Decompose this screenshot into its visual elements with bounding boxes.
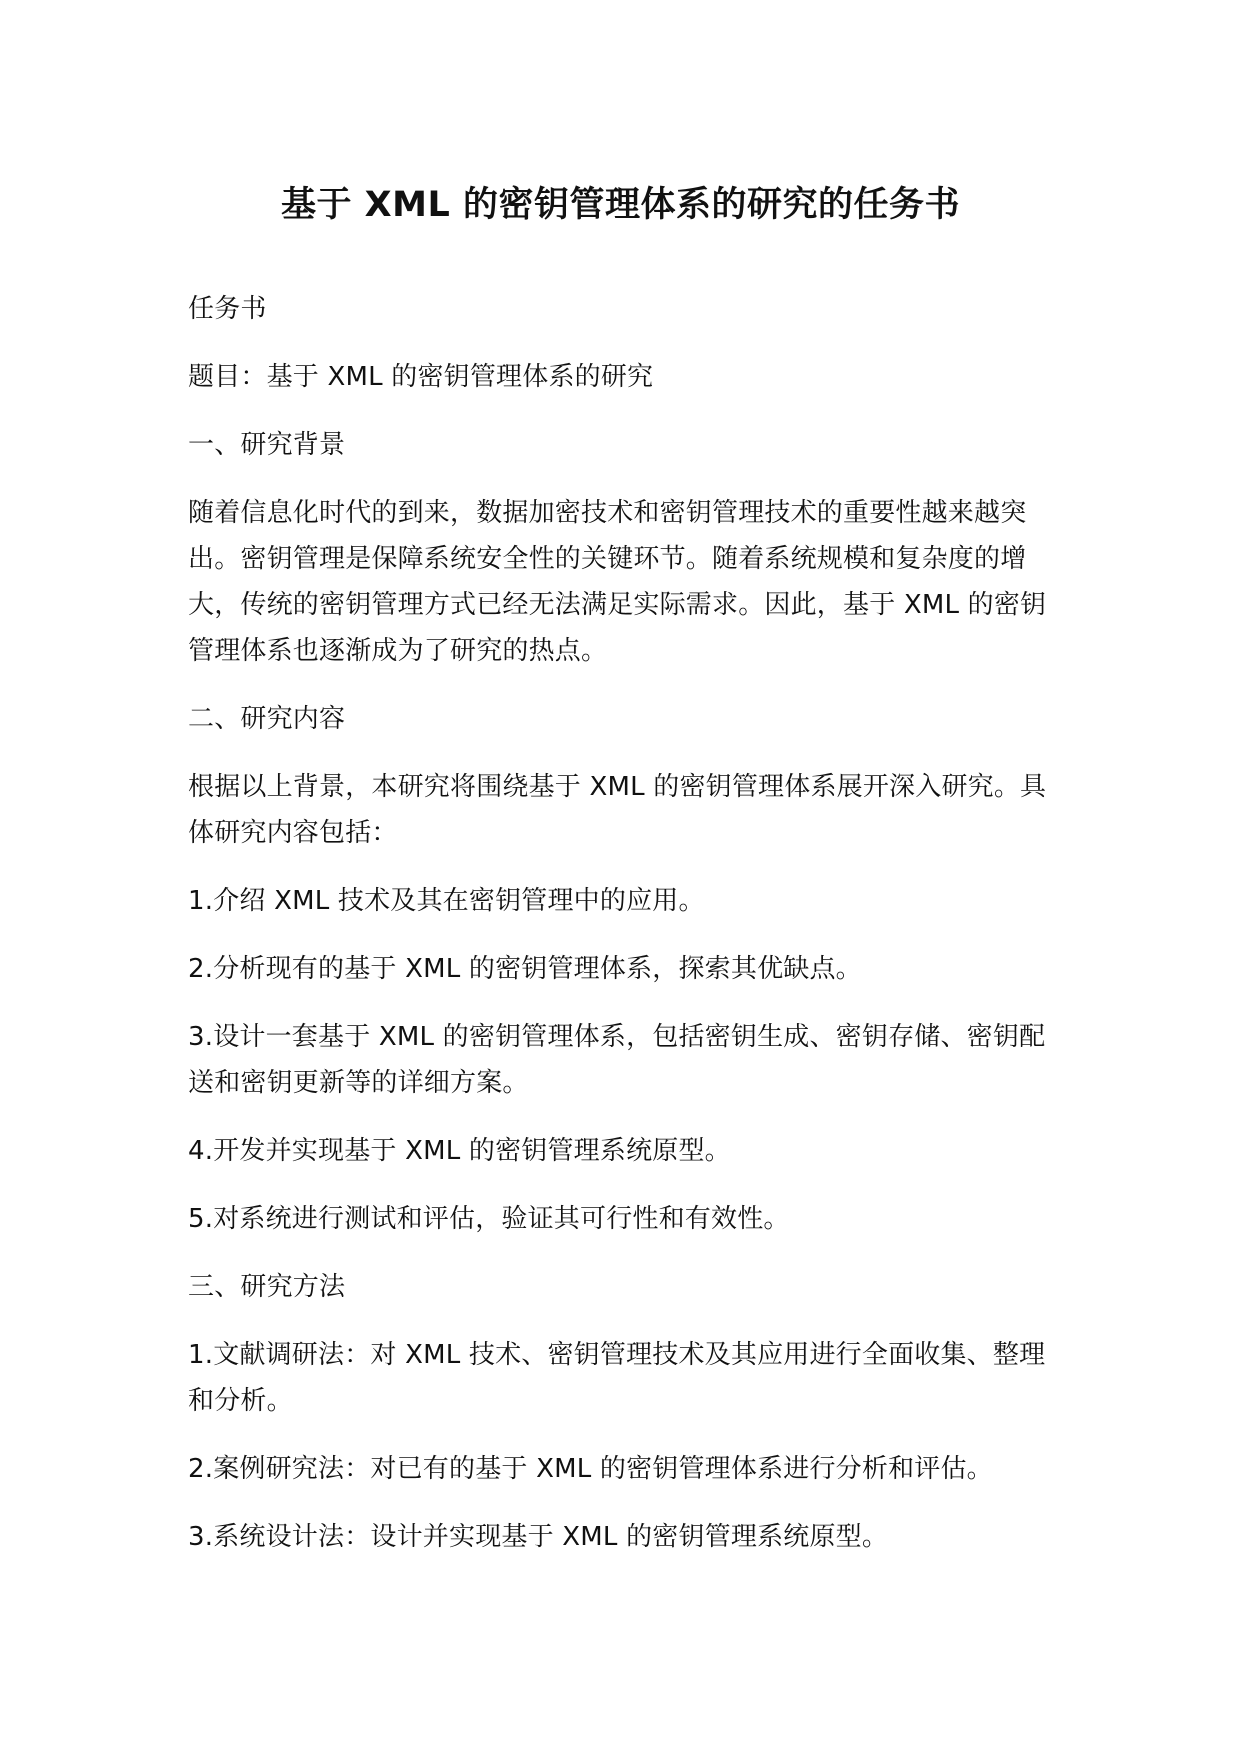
- list-item-method-2: 2.案例研究法：对已有的基于 XML 的密钥管理体系进行分析和评估。: [188, 1454, 993, 1484]
- list-item-method-3: 3.系统设计法：设计并实现基于 XML 的密钥管理系统原型。: [188, 1522, 889, 1552]
- section-label-task-book: 任务书: [188, 294, 267, 324]
- document-body: [188, 286, 1058, 1582]
- list-item-content-4: 4.开发并实现基于 XML 的密钥管理系统原型。: [188, 1136, 731, 1166]
- list-item-content-5: 5.对系统进行测试和评估，验证其可行性和有效性。: [188, 1204, 790, 1234]
- heading-research-content: 二、研究内容: [188, 704, 346, 734]
- topic-line: 题目：基于 XML 的密钥管理体系的研究: [188, 362, 654, 392]
- paragraph-content-intro: 根据以上背景，本研究将围绕基于 XML 的密钥管理体系展开深入研究。具体研究内容包括：: [188, 772, 1047, 848]
- heading-research-methods: 三、研究方法: [188, 1272, 346, 1302]
- document-title: 基于 XML 的密钥管理体系的研究的任务书: [281, 185, 960, 225]
- list-item-content-1: 1.介绍 XML 技术及其在密钥管理中的应用。: [188, 886, 705, 916]
- list-item-method-1: 1.文献调研法：对 XML 技术、密钥管理技术及其应用进行全面收集、整理和分析。: [188, 1340, 1046, 1416]
- list-item-content-3: 3.设计一套基于 XML 的密钥管理体系，包括密钥生成、密钥存储、密钥配送和密钥更新等的详细方案。: [188, 1022, 1046, 1098]
- heading-research-background: 一、研究背景: [188, 430, 346, 460]
- paragraph-background: 随着信息化时代的到来，数据加密技术和密钥管理技术的重要性越来越突出。密钥管理是保障系统安全性的关键环节。随着系统规模和复杂度的增大，传统的密钥管理方式已经无法满足实际需求。因此，基于 XML 的密钥管理体系也逐渐成为了研究的热点。: [188, 498, 1047, 666]
- list-item-content-2: 2.分析现有的基于 XML 的密钥管理体系，探索其优缺点。: [188, 954, 862, 984]
